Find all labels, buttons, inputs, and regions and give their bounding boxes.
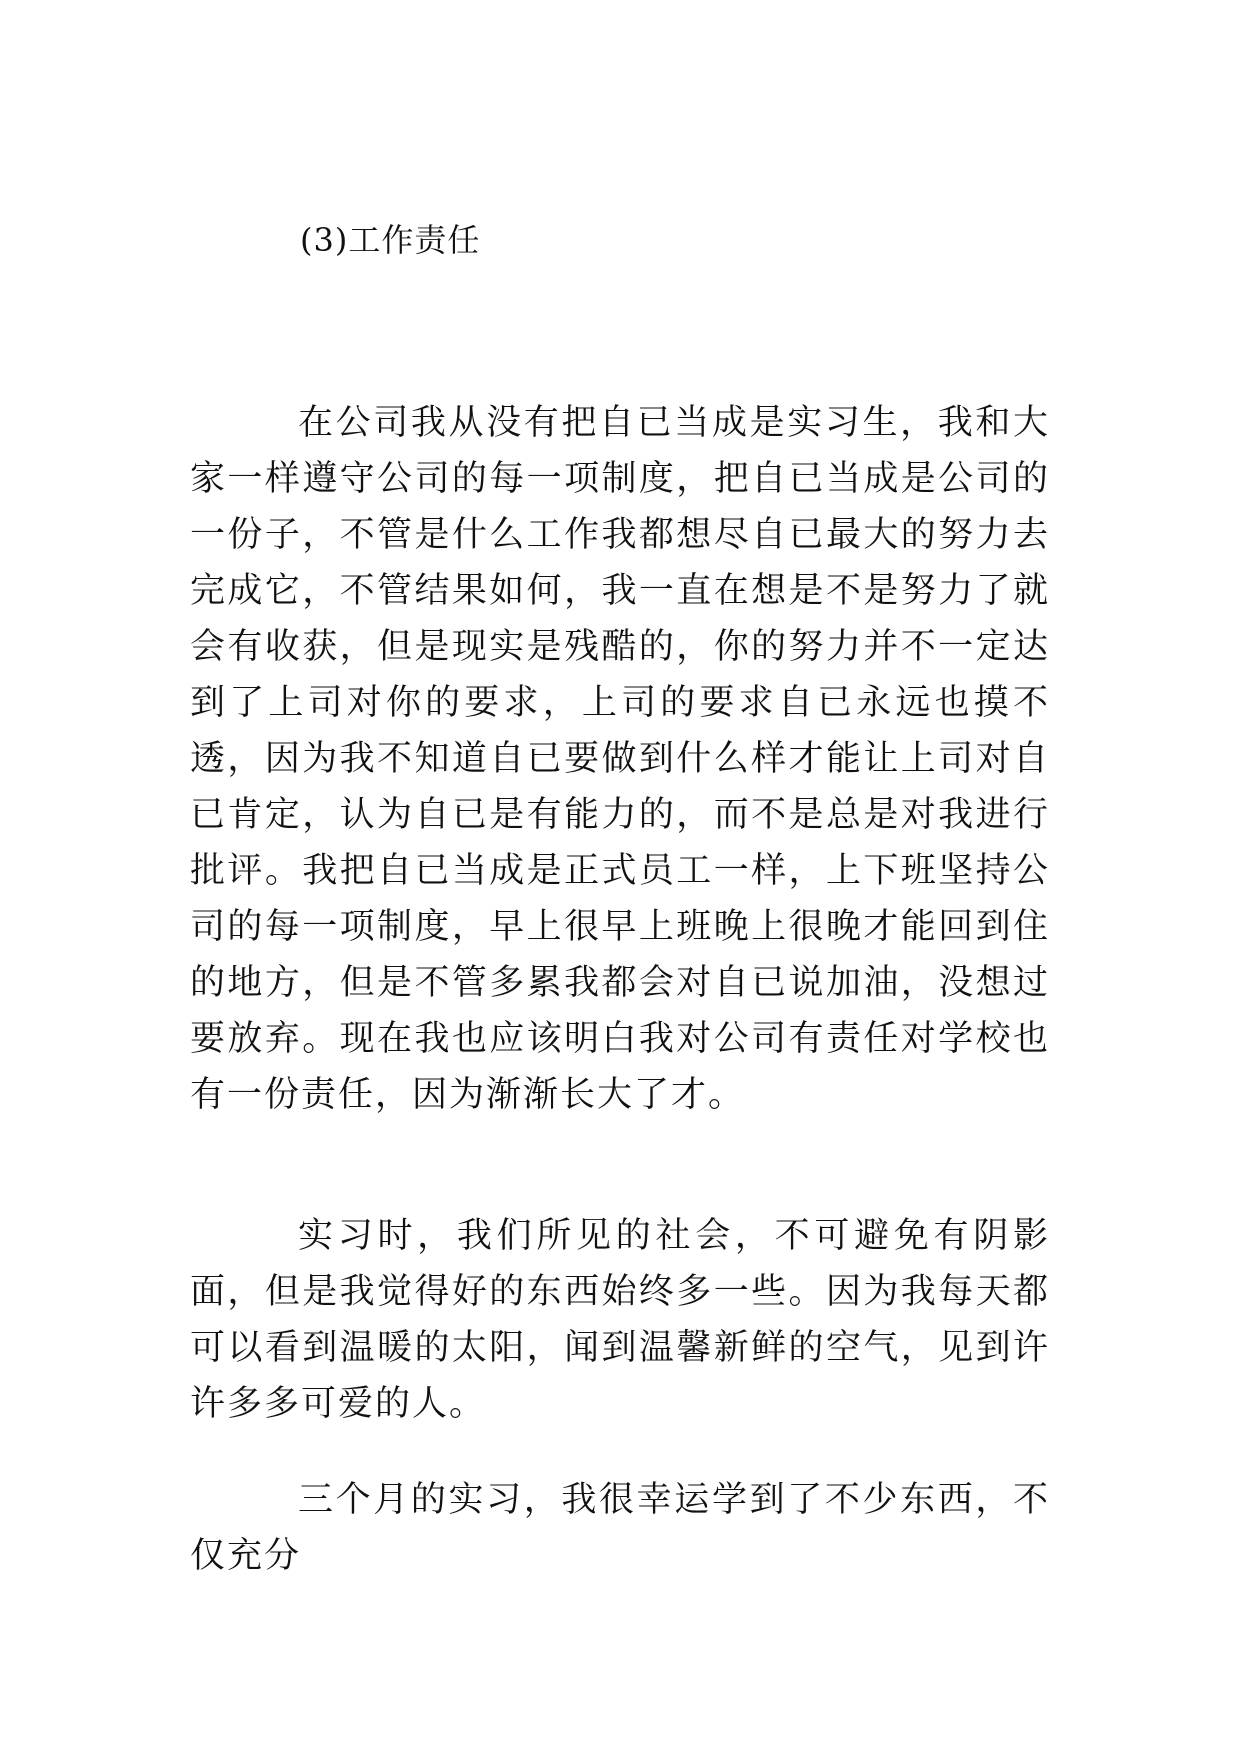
section-heading: (3)工作责任 (300, 221, 481, 259)
paragraph-society: 实习时，我们所见的社会，不可避免有阴影面，但是我觉得好的东西始终多一些。因为我每天都可以看到温暖的太阳，闻到温馨新鲜的空气，见到许许多多可爱的人。 (190, 1216, 1050, 1424)
paragraph-work-responsibility: 在公司我从没有把自已当成是实习生，我和大家一样遵守公司的每一项制度，把自已当成是公司的一份子，不管是什么工作我都想尽自已最大的努力去完成它，不管结果如何，我一直在想是不是努力了就会有收获，但是现实是残酷的，你的努力并不一定达到了上司对你的要求，上司的要求自已永远也摸不透，因为我不知道自已要做到什么样才能让上司对自已肯定，认为自已是有能力的，而不是总是对我进行批评。我把自已当成是正式员工一样，上下班坚持公司的每一项制度，早上很早上班晚上很晚才能回到住的地方，但是不管多累我都会对自已说加油，没想过要放弃。现在我也应该明白我对公司有责任对学校也有一份责任，因为渐渐长大了才。 (190, 403, 1050, 1115)
paragraph-three-months: 三个月的实习，我很幸运学到了不少东西，不仅充分 (190, 1480, 1050, 1576)
